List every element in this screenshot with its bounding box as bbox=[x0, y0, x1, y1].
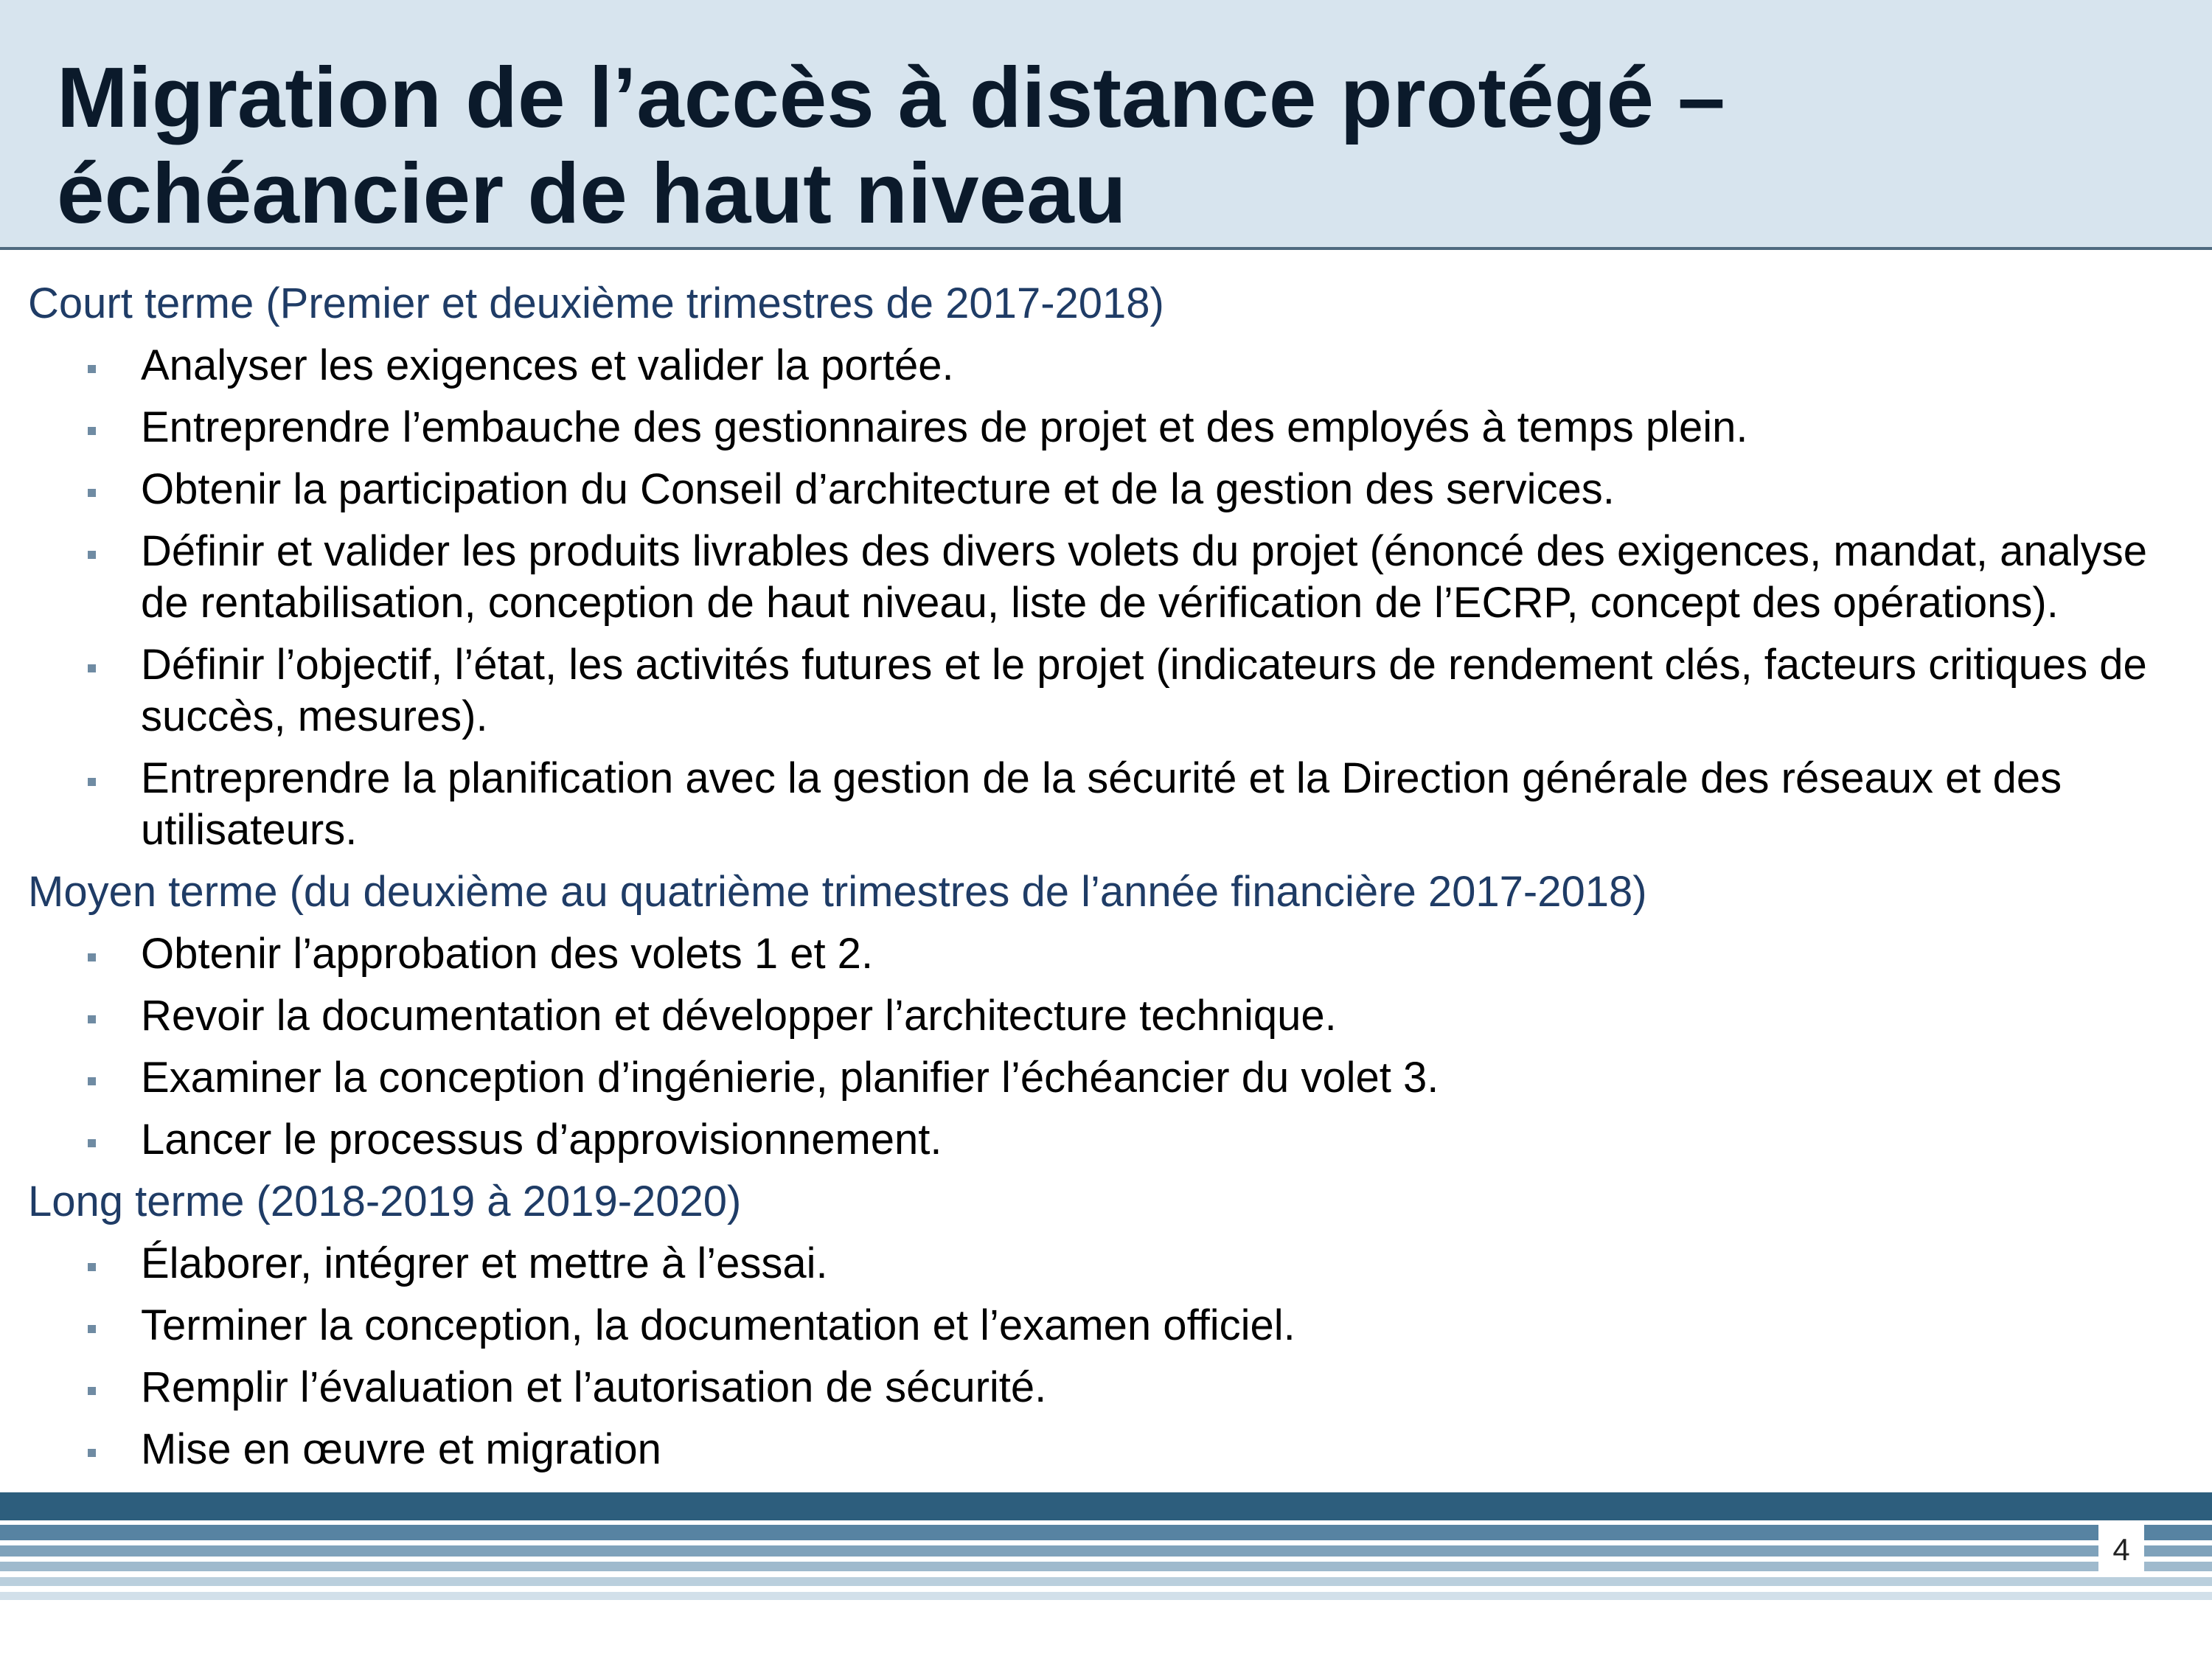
page-number: 4 bbox=[2098, 1525, 2144, 1575]
bullet-text: Mise en œuvre et migration bbox=[141, 1425, 661, 1473]
bullet-item bbox=[0, 990, 2212, 1042]
bullet-text: Définir l’objectif, l’état, les activités futures et le projet (indicateurs de rendement clés, facteurs critiques de bbox=[141, 641, 2147, 689]
bullet-text: Obtenir la participation du Conseil d’architecture et de la gestion des services. bbox=[141, 465, 1615, 513]
bullet-item bbox=[0, 340, 2212, 392]
title-banner bbox=[0, 0, 2212, 250]
square-bullet-icon bbox=[88, 551, 96, 559]
slide-body bbox=[0, 278, 2212, 1475]
bullet-item bbox=[0, 464, 2212, 515]
square-bullet-icon bbox=[88, 427, 96, 435]
square-bullet-icon bbox=[88, 1263, 96, 1271]
footer-stripe bbox=[0, 1592, 2212, 1600]
bullet-item bbox=[0, 639, 2212, 742]
bullet-text: Élaborer, intégrer et mettre à l’essai. bbox=[141, 1239, 828, 1287]
bullet-text: Entreprendre l’embauche des gestionnaires de projet et des employés à temps plein. bbox=[141, 403, 1748, 451]
slide-title bbox=[57, 49, 1725, 241]
bullet-text: Analyser les exigences et valider la portée. bbox=[141, 341, 954, 389]
slide-title-line: échéancier de haut niveau bbox=[57, 145, 1127, 241]
bullet-text: utilisateurs. bbox=[141, 806, 358, 854]
footer-stripe bbox=[0, 1492, 2212, 1520]
bullet-text: Définir et valider les produits livrables des divers volets du projet (énoncé des exigences, mandat, analyse bbox=[141, 527, 2147, 575]
bullet-item bbox=[0, 1238, 2212, 1290]
square-bullet-icon bbox=[88, 664, 96, 672]
bullet-text: Terminer la conception, la documentation et l’examen officiel. bbox=[141, 1301, 1295, 1349]
bullet-text: Revoir la documentation et développer l’architecture technique. bbox=[141, 992, 1337, 1040]
bullet-item bbox=[0, 1114, 2212, 1166]
footer-stripe bbox=[0, 1545, 2212, 1557]
bullet-text: Entreprendre la planification avec la gestion de la sécurité et la Direction générale des réseaux et des bbox=[141, 754, 2062, 802]
slide-title-line: Migration de l’accès à distance protégé – bbox=[57, 49, 1725, 145]
bullet-item bbox=[0, 753, 2212, 856]
section-heading-long-term: Long terme (2018-2019 à 2019-2020) bbox=[28, 1178, 742, 1225]
bullet-item bbox=[0, 1300, 2212, 1352]
square-bullet-icon bbox=[88, 1387, 96, 1395]
square-bullet-icon bbox=[88, 778, 96, 786]
square-bullet-icon bbox=[88, 1325, 96, 1333]
bullet-item bbox=[0, 526, 2212, 629]
bullet-text: Remplir l’évaluation et l’autorisation de sécurité. bbox=[141, 1363, 1047, 1411]
bullet-text: Obtenir l’approbation des volets 1 et 2. bbox=[141, 930, 874, 978]
bullet-text: Examiner la conception d’ingénierie, planifier l’échéancier du volet 3. bbox=[141, 1054, 1439, 1102]
bullet-item bbox=[0, 1052, 2212, 1104]
section-heading-short-term: Court terme (Premier et deuxième trimestres de 2017-2018) bbox=[28, 279, 1164, 327]
square-bullet-icon bbox=[88, 1077, 96, 1085]
square-bullet-icon bbox=[88, 489, 96, 497]
square-bullet-icon bbox=[88, 953, 96, 961]
square-bullet-icon bbox=[88, 1139, 96, 1147]
bullet-text: de rentabilisation, conception de haut niveau, liste de vérification de l’ECRP, concept des opérations). bbox=[141, 579, 2059, 627]
bullet-text: succès, mesures). bbox=[141, 692, 488, 740]
footer-stripe bbox=[0, 1562, 2212, 1571]
bullet-text: Lancer le processus d’approvisionnement. bbox=[141, 1116, 942, 1164]
footer-stripe bbox=[0, 1577, 2212, 1586]
bullet-item bbox=[0, 928, 2212, 980]
square-bullet-icon bbox=[88, 1015, 96, 1023]
square-bullet-icon bbox=[88, 1449, 96, 1457]
square-bullet-icon bbox=[88, 365, 96, 373]
footer-stripe bbox=[0, 1525, 2212, 1540]
section-heading-medium-term: Moyen terme (du deuxième au quatrième trimestres de l’année financière 2017-2018) bbox=[28, 868, 1647, 916]
bullet-item bbox=[0, 1362, 2212, 1413]
bullet-item bbox=[0, 1424, 2212, 1475]
bullet-item bbox=[0, 402, 2212, 453]
